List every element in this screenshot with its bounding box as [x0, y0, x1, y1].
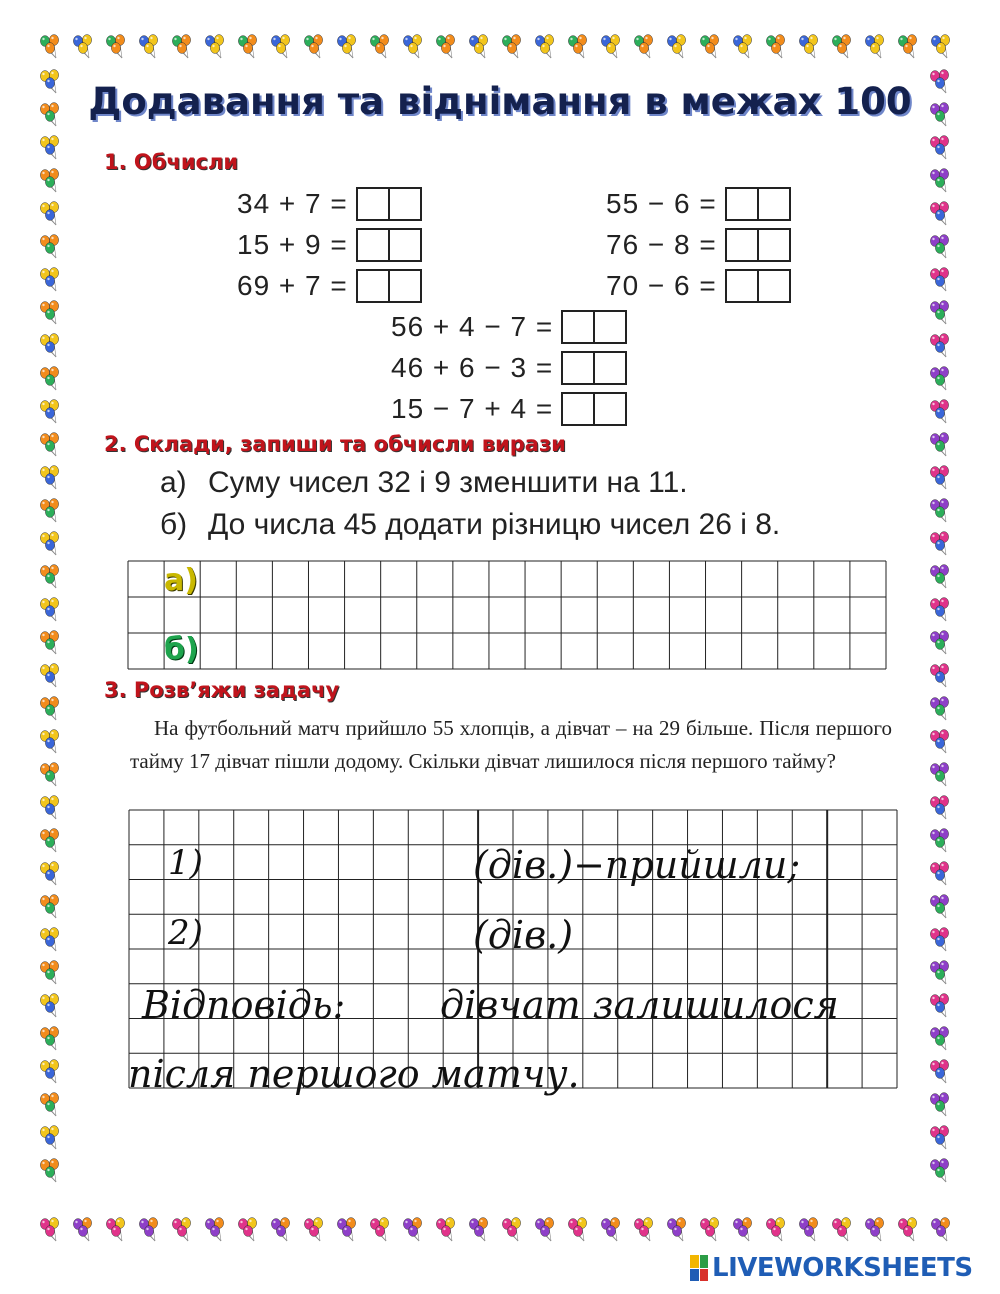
equation-text: 56 + 4 − 7 = — [391, 311, 554, 342]
balloon-icon — [106, 1218, 124, 1241]
balloon-icon — [40, 829, 58, 852]
balloon-icon — [40, 400, 58, 423]
balloon-icon — [930, 1126, 948, 1149]
balloon-icon — [205, 1218, 223, 1241]
grid-label-b: б) — [164, 632, 199, 667]
balloon-icon — [172, 35, 190, 58]
balloon-icon — [832, 1218, 850, 1241]
solution-step2-text: (дів.) — [473, 913, 574, 957]
balloon-icon — [40, 367, 58, 390]
task-text: Суму чисел 32 і 9 зменшити на 11. — [208, 466, 688, 499]
balloon-icon — [40, 1159, 58, 1182]
balloon-icon — [40, 466, 58, 489]
balloon-icon — [930, 301, 948, 324]
balloon-icon — [139, 35, 157, 58]
balloon-icon — [535, 35, 553, 58]
balloon-icon — [930, 928, 948, 951]
answer-label: Відповідь: — [142, 983, 346, 1027]
balloon-icon — [370, 35, 388, 58]
balloon-icon — [40, 895, 58, 918]
balloon-icon — [40, 565, 58, 588]
balloon-icon — [930, 631, 948, 654]
answer-continuation: після першого матчу. — [128, 1052, 580, 1096]
answer-box[interactable] — [725, 269, 791, 303]
balloon-icon — [930, 895, 948, 918]
logo-icon — [690, 1255, 708, 1281]
balloon-icon — [271, 35, 289, 58]
task-a — [160, 466, 688, 500]
balloon-icon — [930, 994, 948, 1017]
balloon-icon — [930, 367, 948, 390]
balloon-icon — [40, 268, 58, 291]
balloon-icon — [40, 334, 58, 357]
balloon-icon — [205, 35, 223, 58]
equation — [237, 187, 422, 221]
balloon-icon — [40, 796, 58, 819]
equation-text: 34 + 7 = — [237, 188, 348, 219]
balloon-icon — [73, 35, 91, 58]
equation — [606, 187, 791, 221]
balloon-icon — [799, 1218, 817, 1241]
balloon-icon — [930, 532, 948, 555]
balloon-icon — [271, 1218, 289, 1241]
balloon-icon — [931, 35, 949, 58]
equation — [391, 351, 627, 385]
equation-text: 55 − 6 = — [606, 188, 717, 219]
balloon-icon — [403, 1218, 421, 1241]
equation — [391, 392, 627, 426]
balloon-icon — [766, 35, 784, 58]
balloon-icon — [931, 1218, 949, 1241]
balloon-icon — [40, 301, 58, 324]
balloon-icon — [238, 35, 256, 58]
balloon-icon — [304, 1218, 322, 1241]
balloon-icon — [930, 466, 948, 489]
balloon-icon — [865, 35, 883, 58]
answer-box[interactable] — [561, 392, 627, 426]
balloon-icon — [436, 35, 454, 58]
equation-text: 70 − 6 = — [606, 270, 717, 301]
answer-box[interactable] — [356, 269, 422, 303]
balloon-icon — [40, 763, 58, 786]
balloon-icon — [40, 1093, 58, 1116]
balloon-icon — [930, 235, 948, 258]
balloon-icon — [238, 1218, 256, 1241]
balloon-icon — [930, 862, 948, 885]
balloon-icon — [535, 1218, 553, 1241]
answer-text: дівчат залишилося — [440, 983, 839, 1027]
balloon-icon — [139, 1218, 157, 1241]
balloon-icon — [930, 565, 948, 588]
balloon-icon — [930, 1093, 948, 1116]
section1-heading: 1. Обчисли — [104, 150, 239, 174]
balloon-icon — [930, 334, 948, 357]
answer-box[interactable] — [725, 228, 791, 262]
balloon-icon — [667, 1218, 685, 1241]
balloon-icon — [73, 1218, 91, 1241]
balloon-icon — [733, 1218, 751, 1241]
balloon-icon — [930, 961, 948, 984]
page-title: Додавання та віднімання в межах 100 — [88, 80, 912, 123]
brand-name: LIVEWORKSHEETS — [712, 1253, 973, 1283]
balloon-icon — [40, 532, 58, 555]
equation — [391, 310, 627, 344]
equation-text: 46 + 6 − 3 = — [391, 352, 554, 383]
balloon-icon — [898, 1218, 916, 1241]
balloon-icon — [40, 235, 58, 258]
balloon-icon — [568, 1218, 586, 1241]
equation — [237, 228, 422, 262]
answer-grid-2[interactable] — [126, 559, 888, 671]
balloon-icon — [40, 169, 58, 192]
answer-box[interactable] — [356, 187, 422, 221]
balloon-icon — [634, 35, 652, 58]
balloon-icon — [40, 1027, 58, 1050]
balloon-icon — [40, 961, 58, 984]
balloon-icon — [930, 697, 948, 720]
balloon-icon — [799, 35, 817, 58]
balloon-icon — [930, 169, 948, 192]
balloon-icon — [667, 35, 685, 58]
balloon-icon — [40, 433, 58, 456]
balloon-icon — [930, 268, 948, 291]
balloon-icon — [930, 829, 948, 852]
answer-box[interactable] — [561, 310, 627, 344]
liveworksheets-logo — [690, 1253, 973, 1283]
balloon-icon — [40, 1126, 58, 1149]
balloon-icon — [930, 202, 948, 225]
balloon-icon — [40, 499, 58, 522]
balloon-icon — [930, 730, 948, 753]
balloon-icon — [700, 1218, 718, 1241]
balloon-icon — [337, 35, 355, 58]
balloon-icon — [469, 35, 487, 58]
equation — [606, 269, 791, 303]
balloon-icon — [832, 35, 850, 58]
balloon-icon — [40, 631, 58, 654]
equation-text: 15 + 9 = — [237, 229, 348, 260]
balloon-icon — [930, 1060, 948, 1083]
equation-text: 76 − 8 = — [606, 229, 717, 260]
solution-step2-number: 2) — [168, 913, 203, 953]
balloon-icon — [930, 400, 948, 423]
task-label: б) — [160, 508, 188, 541]
balloon-icon — [370, 1218, 388, 1241]
balloon-icon — [40, 35, 58, 58]
section3-heading: 3. Розв’яжи задачу — [104, 678, 340, 702]
balloon-icon — [40, 202, 58, 225]
solution-step1-text: (дів.)−прийшли; — [473, 843, 801, 887]
equation-text: 69 + 7 = — [237, 270, 348, 301]
balloon-icon — [40, 928, 58, 951]
balloon-icon — [337, 1218, 355, 1241]
equation — [237, 269, 422, 303]
balloon-icon — [930, 796, 948, 819]
equation-text: 15 − 7 + 4 = — [391, 393, 554, 424]
balloon-icon — [634, 1218, 652, 1241]
balloon-icon — [40, 697, 58, 720]
balloon-icon — [898, 35, 916, 58]
balloon-icon — [700, 35, 718, 58]
balloon-icon — [930, 1159, 948, 1182]
balloon-icon — [930, 499, 948, 522]
answer-box[interactable] — [561, 351, 627, 385]
balloon-icon — [172, 1218, 190, 1241]
balloon-icon — [40, 1060, 58, 1083]
problem-text: На футбольний матч прийшло 55 хлопців, а дівчат – на 29 більше. Після першого тайму 17 дівчат пішли додому. Скільки дівчат лишилося після першого тайму? — [130, 716, 892, 773]
balloon-icon — [106, 35, 124, 58]
balloon-icon — [502, 1218, 520, 1241]
balloon-icon — [40, 994, 58, 1017]
balloon-icon — [469, 1218, 487, 1241]
balloon-icon — [304, 35, 322, 58]
balloon-icon — [40, 664, 58, 687]
balloon-icon — [502, 35, 520, 58]
answer-box[interactable] — [725, 187, 791, 221]
balloon-icon — [766, 1218, 784, 1241]
balloon-icon — [733, 35, 751, 58]
balloon-icon — [930, 136, 948, 159]
section2-heading: 2. Склади, запиши та обчисли вирази — [104, 432, 566, 456]
balloon-icon — [568, 35, 586, 58]
balloon-icon — [40, 136, 58, 159]
task-label: а) — [160, 466, 187, 499]
balloon-icon — [40, 862, 58, 885]
equation — [606, 228, 791, 262]
balloon-icon — [40, 1218, 58, 1241]
balloon-icon — [930, 664, 948, 687]
task-text: До числа 45 додати різницю чисел 26 і 8. — [208, 508, 781, 541]
balloon-icon — [436, 1218, 454, 1241]
grid-label-a: а) — [164, 563, 198, 598]
solution-step1-number: 1) — [168, 843, 203, 883]
balloon-icon — [601, 1218, 619, 1241]
balloon-icon — [40, 730, 58, 753]
balloon-icon — [930, 433, 948, 456]
balloon-icon — [40, 598, 58, 621]
balloon-icon — [601, 35, 619, 58]
task-b — [160, 508, 780, 542]
balloon-icon — [930, 1027, 948, 1050]
answer-box[interactable] — [356, 228, 422, 262]
balloon-icon — [865, 1218, 883, 1241]
balloon-icon — [930, 598, 948, 621]
balloon-icon — [403, 35, 421, 58]
balloon-icon — [930, 763, 948, 786]
